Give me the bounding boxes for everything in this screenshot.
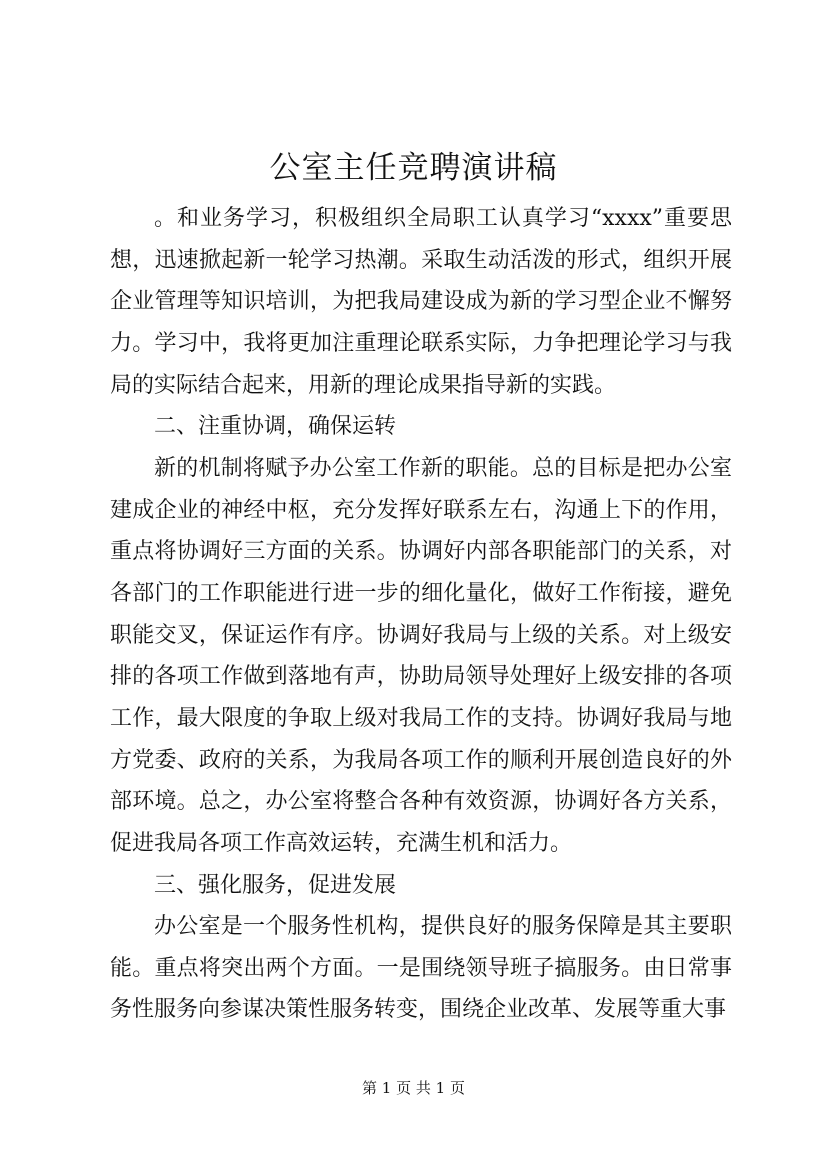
paragraph-study: 。和业务学习，积极组织全局职工认真学习“xxxx”重要思想，迅速掀起新一轮学习热潮。采取生动活泼的形式，组织开展企业管理等知识培训，为把我局建设成为新的学习型企业不懈努力。学习中，我将更加注重理论联系实际，力争把理论学习与我局的实际结合起来，用新的理论成果指导新的实践。 xyxy=(110,206,732,398)
paragraph-coordination: 新的机制将赋予办公室工作新的职能。总的目标是把办公室建成企业的神经中枢，充分发挥好联系左右，沟通上下的作用，重点将协调好三方面的关系。协调好内部各职能部门的关系，对各部门的工作职能进行进一步的细化量化，做好工作衔接，避免职能交叉，保证运作有序。协调好我局与上级的关系。对上级安排的各项工作做到落地有声，协助局领导处理好上级安排的各项工作，最大限度的争取上级对我局工作的支持。协调好我局与地方党委、政府的关系，为我局各项工作的顺利开展创造良好的外部环境。总之，办公室将整合各种有效资源，协调好各方关系，促进我局各项工作高效运转，充满生机和活力。 xyxy=(110,455,732,856)
section-heading-coordination: 二、注重协调，确保运转 xyxy=(154,414,397,440)
document-body xyxy=(110,198,732,1031)
paragraph-service: 办公室是一个服务性机构，提供良好的服务保障是其主要职能。重点将突出两个方面。一是围绕领导班子搞服务。由日常事务性服务向参谋决策性服务转变，围绕企业改革、发展等重大事 xyxy=(110,914,732,1023)
document-title: 公室主任竞聘演讲稿 xyxy=(269,150,558,186)
page-footer: 第 1 页 共 1 页 xyxy=(362,1079,465,1097)
section-heading-service: 三、强化服务，促进发展 xyxy=(154,872,397,898)
